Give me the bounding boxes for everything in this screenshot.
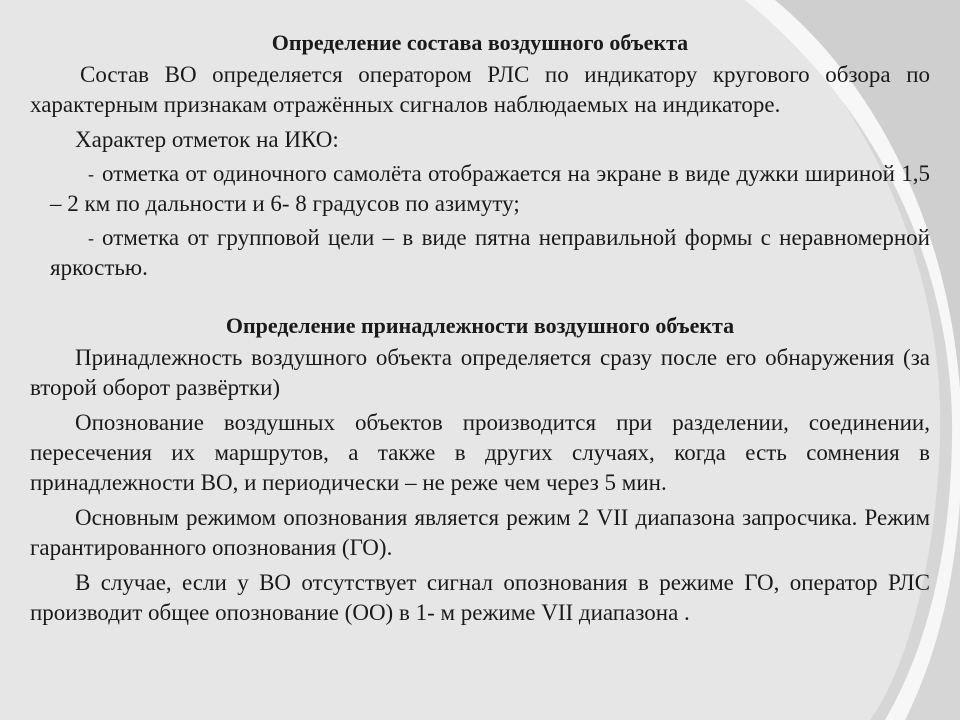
paragraph-affiliation-1: Принадлежность воздушного объекта определяется сразу после его обнаружения (за второй оборот развёртки) — [30, 345, 930, 400]
section-title-affiliation: Определение принадлежности воздушного объекта — [225, 313, 735, 338]
dash-bullet-icon: - — [88, 228, 94, 248]
paragraph-affiliation-4: В случае, если у ВО отсутствует сигнал опознования в режиме ГО, оператор РЛС производит общее опознование (ОО) в 1- м режиме VII диапазона . — [30, 570, 930, 625]
list-item-group-target — [30, 223, 930, 283]
list-item-single-aircraft — [30, 159, 930, 219]
paragraph-affiliation-3: Основным режимом опознования является режим 2 VII диапазона запросчика. Режим гарантированного опознования (ГО). — [30, 505, 930, 560]
dash-bullet-icon: - — [88, 164, 94, 184]
section-spacer — [30, 287, 930, 311]
section-title-composition: Определение состава воздушного объекта — [271, 30, 689, 55]
paragraph-composition-intro: Состав ВО определяется оператором РЛС по индикатору кругового обзора по характерным признакам отражённых сигналов наблюдаемых на индикаторе. — [30, 62, 930, 117]
slide-content — [30, 28, 930, 633]
list-item-text: отметка от одиночного самолёта отображается на экране в виде дужки шириной 1,5 – 2 км по дальности и 6- 8 градусов по азимуту; — [50, 161, 930, 216]
list-item-text: отметка от групповой цели – в виде пятна неправильной формы с неравномерной яркостью. — [50, 225, 930, 280]
marks-subtitle: Характер отметок на ИКО: — [75, 127, 339, 152]
paragraph-affiliation-2: Опознование воздушных объектов производится при разделении, соединении, пересечения их маршрутов, а также в других случаях, когда есть сомнения в принадлежности ВО, и периодически – не реже чем через 5 мин. — [30, 410, 930, 495]
